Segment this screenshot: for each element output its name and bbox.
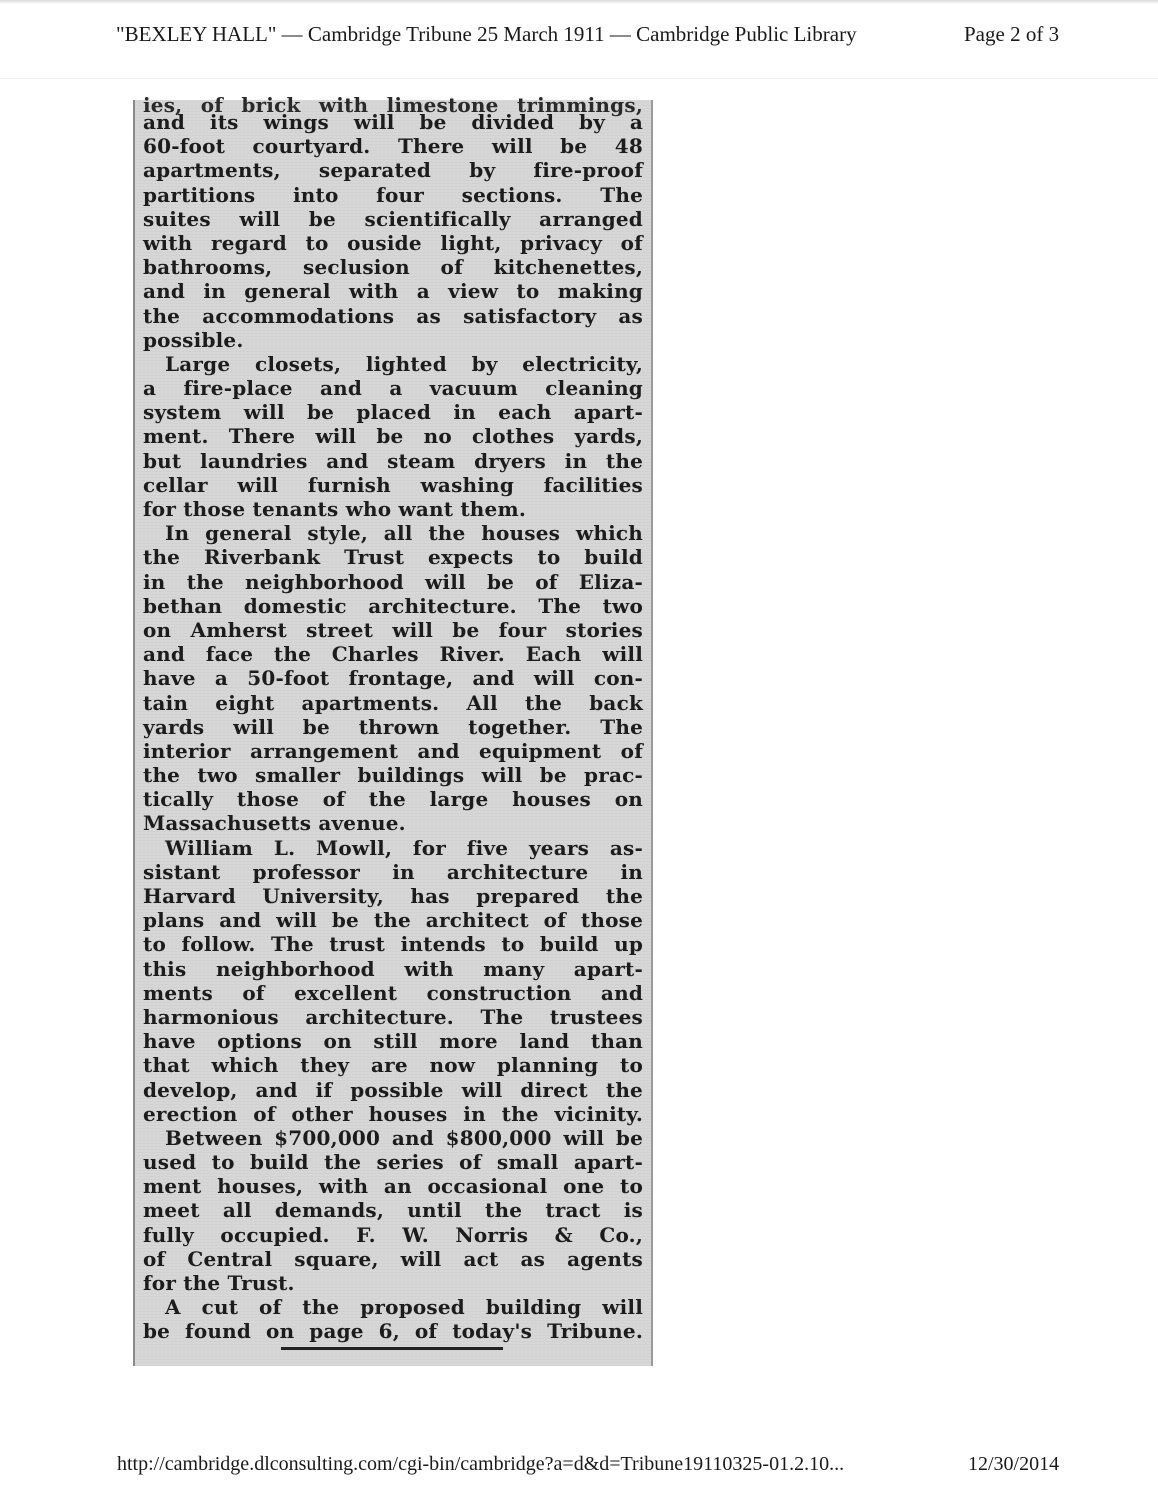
article-line: interior arrangement and equipment of xyxy=(143,738,643,763)
page-footer xyxy=(0,1453,1158,1483)
article-text xyxy=(143,93,643,1344)
article-line: tain eight apartments. All the back xyxy=(143,690,643,715)
article-line: sistant professor in architecture in xyxy=(143,859,643,884)
clipping-right-edge xyxy=(651,100,653,1366)
article-line: Harvard University, has prepared the xyxy=(143,884,643,908)
article-line: with regard to ouside light, privacy of xyxy=(143,230,643,255)
newspaper-clipping xyxy=(133,93,653,1366)
article-line: bethan domestic architecture. The two xyxy=(143,593,643,618)
article-line: for those tenants who want them. xyxy=(143,497,526,521)
article-line: of Central square, will act as agents xyxy=(143,1246,643,1271)
header-divider xyxy=(0,78,1158,79)
article-line: have options on still more land than xyxy=(143,1029,643,1054)
article-line: system will be placed in each apart- xyxy=(143,400,643,425)
article-line: Between $700,000 and $800,000 will be xyxy=(165,1125,643,1150)
article-line: but laundries and steam dryers in the xyxy=(143,448,643,473)
print-date: 12/30/2014 xyxy=(968,1453,1060,1475)
article-line: this neighborhood with many apart- xyxy=(143,956,643,981)
article-line: ment. There will be no clothes yards, xyxy=(143,424,643,449)
scan-edge xyxy=(0,0,1158,4)
article-line: in the neighborhood will be of Eliza- xyxy=(143,569,643,594)
article-line: and face the Charles River. Each will xyxy=(143,642,643,667)
article-line: 60-foot courtyard. There will be 48 xyxy=(143,134,643,159)
article-line: the accommodations as satisfactory as xyxy=(143,303,643,328)
article-line: have a 50-foot frontage, and will con- xyxy=(143,666,643,691)
article-end-rule xyxy=(281,1347,503,1350)
article-line: the two smaller buildings will be prac- xyxy=(143,763,643,788)
article-line: suites will be scientifically arranged xyxy=(143,206,643,231)
page-number: Page 2 of 3 xyxy=(964,22,1060,46)
clipping-left-edge xyxy=(133,100,135,1366)
article-line: and its wings will be divided by a xyxy=(143,110,643,134)
article-line: yards will be thrown together. The xyxy=(143,714,643,739)
article-line: and in general with a view to making xyxy=(143,279,643,304)
article-line: In general style, all the houses which xyxy=(165,521,643,546)
page-header xyxy=(0,22,1158,54)
document-title: "BEXLEY HALL" — Cambridge Tribune 25 March 1911 — Cambridge Public Library xyxy=(116,22,857,46)
article-line: the Riverbank Trust expects to build xyxy=(143,545,643,570)
article-line: ments of excellent construction and xyxy=(143,980,643,1005)
article-line: ment houses, with an occasional one to xyxy=(143,1174,643,1199)
article-line: possible. xyxy=(143,327,244,352)
article-line: Large closets, lighted by electricity, xyxy=(165,351,643,376)
article-line: to follow. The trust intends to build up xyxy=(143,932,643,957)
article-line: tically those of the large houses on xyxy=(143,787,643,812)
article-line: used to build the series of small apart- xyxy=(143,1150,643,1175)
article-line: develop, and if possible will direct the xyxy=(143,1077,643,1102)
article-line: meet all demands, until the tract is xyxy=(143,1198,643,1223)
article-line: apartments, separated by fire-proof xyxy=(143,158,643,183)
article-line: plans and will be the architect of those xyxy=(143,908,643,933)
article-line: for the Trust. xyxy=(143,1271,295,1295)
article-line: erection of other houses in the vicinity. xyxy=(143,1101,643,1126)
source-url: http://cambridge.dlconsulting.com/cgi-bin/cambridge?a=d&d=Tribune19110325-01.2.10... xyxy=(117,1453,845,1475)
article-line: cellar will furnish washing facilities xyxy=(143,472,643,497)
article-line: a fire-place and a vacuum cleaning xyxy=(143,376,643,401)
article-line: on Amherst street will be four stories xyxy=(143,617,643,642)
article-line: William L. Mowll, for five years as- xyxy=(165,835,643,860)
article-line: fully occupied. F. W. Norris & Co., xyxy=(143,1222,643,1247)
article-line: partitions into four sections. The xyxy=(143,182,643,207)
article-line: A cut of the proposed building will xyxy=(165,1295,643,1320)
article-line: that which they are now planning to xyxy=(143,1053,643,1078)
article-line: harmonious architecture. The trustees xyxy=(143,1004,643,1029)
article-line: be found on page 6, of today's Tribune. xyxy=(143,1319,643,1344)
article-line: ies, of brick with limestone trimmings, xyxy=(143,93,643,117)
article-line: Massachusetts avenue. xyxy=(143,811,406,836)
article-line: bathrooms, seclusion of kitchenettes, xyxy=(143,255,643,280)
